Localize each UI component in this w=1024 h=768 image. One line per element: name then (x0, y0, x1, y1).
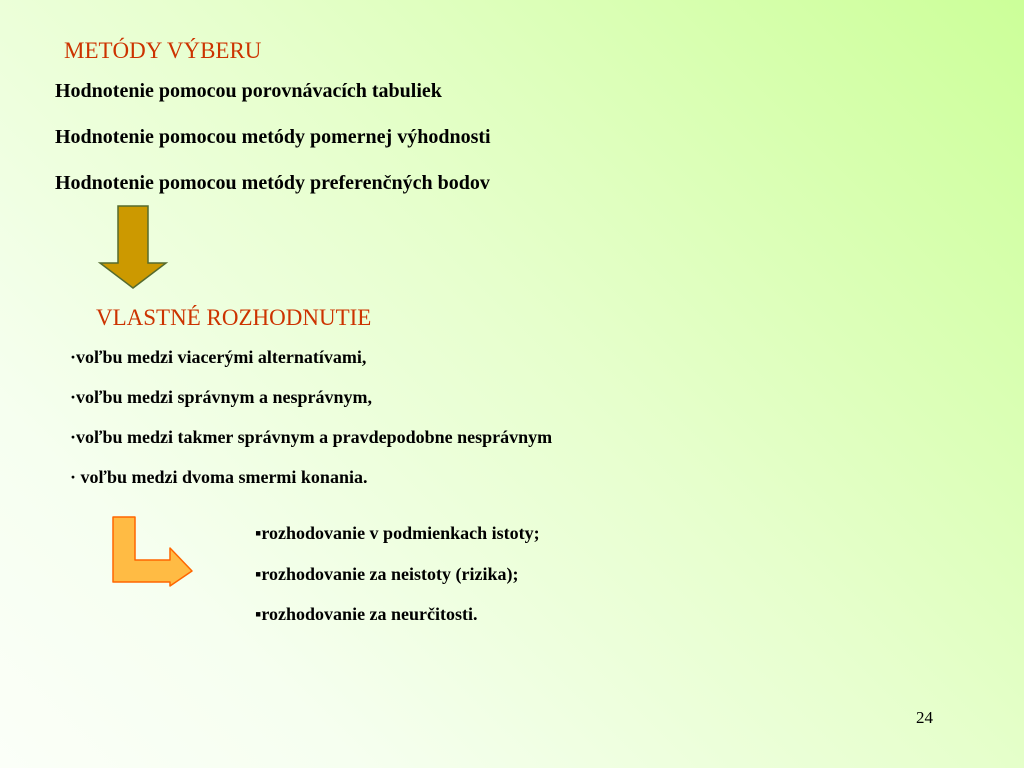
condition-item-3: ▪rozhodovanie za neurčitosti. (255, 604, 478, 624)
method-item-2: Hodnotenie pomocou metódy pomernej výhodnosti (55, 126, 491, 148)
slide-title: METÓDY VÝBERU (64, 38, 262, 63)
down-arrow-icon (98, 205, 168, 289)
decision-item-1: ·voľbu medzi viacerými alternatívami, (70, 347, 367, 367)
decision-item-2: ·voľbu medzi správnym a nesprávnym, (70, 387, 372, 407)
method-item-1: Hodnotenie pomocou porovnávacích tabuliek (55, 80, 442, 102)
decision-item-4: · voľbu medzi dvoma smermi konania. (70, 467, 368, 487)
bent-arrow-icon (112, 516, 194, 588)
condition-item-2: ▪rozhodovanie za neistoty (rizika); (255, 564, 519, 584)
page-number: 24 (916, 708, 933, 727)
condition-item-1: ▪rozhodovanie v podmienkach istoty; (255, 523, 540, 543)
method-item-3: Hodnotenie pomocou metódy preferenčných bodov (55, 172, 490, 194)
decision-item-3: ·voľbu medzi takmer správnym a pravdepodobne nesprávnym (70, 427, 553, 447)
decision-heading: VLASTNÉ ROZHODNUTIE (96, 305, 372, 330)
